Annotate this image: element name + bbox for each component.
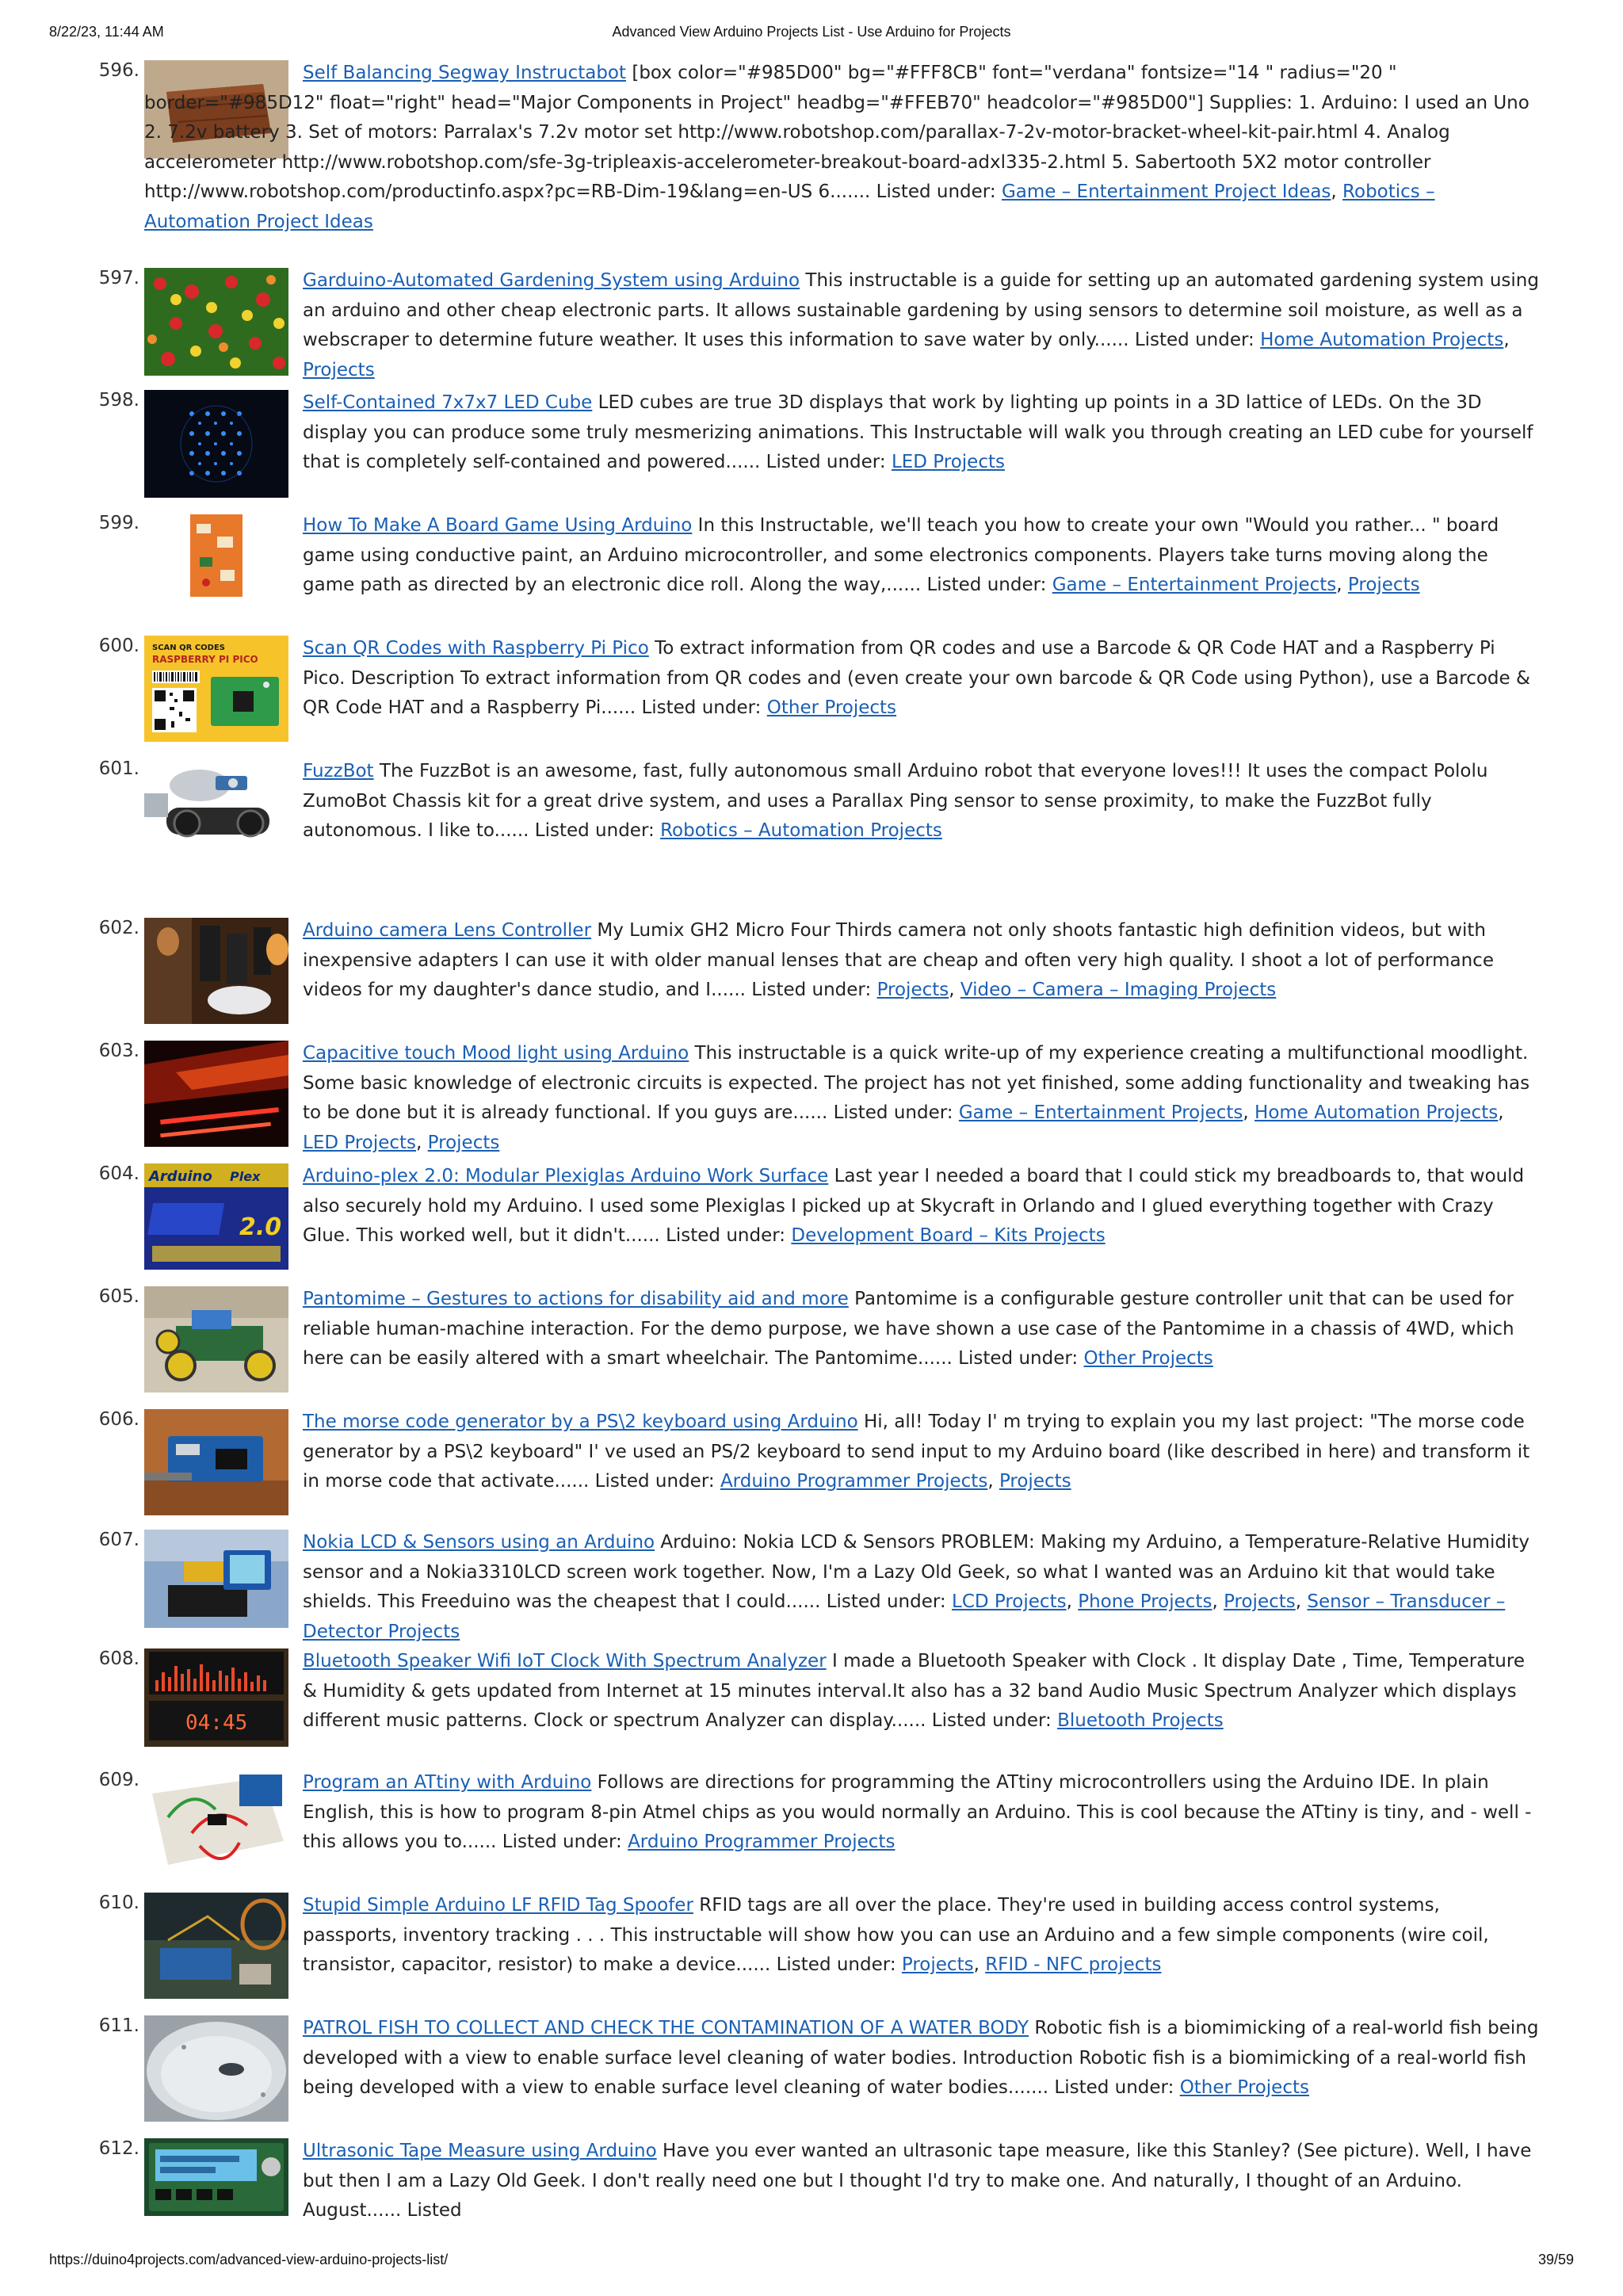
category-link[interactable]: Robotics – Automation Projects: [660, 820, 942, 841]
entry-number: 609.: [98, 1770, 139, 1790]
listed-under-label: Listed under:: [1054, 2077, 1174, 2098]
mood-light-photo-icon: [144, 1041, 288, 1147]
project-description: Robotic fish is a biomimicking of a real-world fish being developed with a view to enable surface level cleaning of water bodies. Introduction Robotic fish is a biomimicking of a real-world fish being developed with a view to enable surface level cleaning of water bodies.......: [303, 2018, 1539, 2098]
entry-number: 596.: [98, 60, 139, 81]
board-game-thumbnail[interactable]: [144, 513, 288, 600]
project-title-link[interactable]: Self-Contained 7x7x7 LED Cube: [303, 392, 593, 413]
robot-car-photo-icon: [144, 1286, 288, 1392]
category-link[interactable]: LED Projects: [303, 1132, 417, 1153]
category-link[interactable]: Game – Entertainment Project Ideas: [1001, 181, 1331, 202]
project-title-link[interactable]: Stupid Simple Arduino LF RFID Tag Spoofer: [303, 1895, 693, 1916]
entry-body: [303, 1162, 1539, 1251]
project-description: Hi, all! Today I' m trying to explain you my last project: "The morse code generator by a PS\2 keyboard" I' ve used an PS/2 keyboard to send input to my Arduino board (like described in here) and transform it in morse code that activate......: [303, 1412, 1530, 1492]
category-link[interactable]: LED Projects: [891, 452, 1005, 472]
arduino-board-photo-icon: [144, 1409, 288, 1515]
project-description: The FuzzBot is an awesome, fast, fully autonomous small Arduino robot that everyone loves!!! It uses the compact Pololu ZumoBot Chassis kit for a great drive system, and uses a Parallax Ping sensor to sense proximity, to make the FuzzBot fully autonomous. I like to......: [303, 761, 1488, 841]
entry-number: 605.: [98, 1286, 139, 1307]
listed-under-label: Listed under:: [926, 575, 1047, 595]
category-link[interactable]: Home Automation Projects: [1254, 1102, 1499, 1123]
category-link[interactable]: Other Projects: [1083, 1348, 1213, 1369]
print-datetime: 8/22/23, 11:44 AM: [49, 24, 164, 40]
listed-under-label: Listed under:: [594, 1471, 715, 1492]
entry-body: Nokia LCD & Sensors using an Arduino Arduino: Nokia LCD & Sensors PROBLEM: Making my Arduino, a Temperature-Relative Humidity sensor and a Nokia3310LCD screen work together. Now, I'm a Lazy Old Geek, so what I wanted was an Arduino kit that would take shields. This Freeduino was the cheapest that I could...... Listed under: LCD Projects, Phone Projects, Projects, Sensor – Transducer – Detector Projects: [303, 1532, 1529, 1642]
project-title-link[interactable]: Capacitive touch Mood light using Arduino: [303, 1043, 689, 1064]
robotic-fish-photo-icon: [144, 2015, 288, 2122]
listed-under-label: Listed under:: [766, 452, 886, 472]
category-link[interactable]: Robotics – Automation Project Ideas: [144, 181, 1435, 232]
entry-number: 612.: [98, 2138, 139, 2159]
project-description: Pantomime is a configurable gesture controller unit that can be used for reliable human-machine interaction. For the demo purpose, we have shown a use case of the Pantomime in a chassis of 4WD, which here can be easily altered with a smart wheelchair. The Pantomime......: [303, 1289, 1514, 1369]
category-link[interactable]: Video – Camera – Imaging Projects: [960, 980, 1277, 1000]
mood-light-thumbnail[interactable]: [144, 1041, 288, 1147]
project-title-link[interactable]: The morse code generator by a PS\2 keyboard using Arduino: [303, 1412, 858, 1432]
entry-body: Arduino camera Lens Controller My Lumix GH2 Micro Four Thirds camera not only shoots fantastic high definition videos, but with inexpensive adapters I can use it with older manual lenses that are cheap and often very high quality. I shoot a lot of performance videos for my daughter's dance studio, and I...... Listed under: Projects, Video – Camera – Imaging Projects: [303, 920, 1494, 1000]
print-page-title: Advanced View Arduino Projects List - Use Arduino for Projects: [612, 24, 1011, 40]
project-title-link[interactable]: Program an ATtiny with Arduino: [303, 1772, 592, 1793]
project-title-link[interactable]: Garduino-Automated Gardening System using Arduino: [303, 270, 800, 291]
camera-lens-photo-icon: [144, 918, 288, 1024]
entry-number: 598.: [98, 390, 139, 411]
listed-under-label: Listed under:: [666, 1225, 786, 1246]
lcd-tape-measure-photo-icon: [144, 2138, 288, 2216]
flower-garden-photo-icon: [144, 268, 288, 376]
robot-photo-icon: [144, 762, 288, 865]
category-link[interactable]: LCD Projects: [952, 1591, 1067, 1612]
category-link[interactable]: Arduino Programmer Projects: [628, 1832, 896, 1852]
spectrum-clock-photo-icon: [144, 1648, 288, 1747]
nokia-lcd-thumbnail[interactable]: [144, 1530, 288, 1628]
rfid-spoofer-photo-icon: [144, 1893, 288, 1999]
led-cube-thumbnail[interactable]: [144, 390, 288, 498]
spectrum-clock-thumbnail[interactable]: [144, 1648, 288, 1747]
listed-under-label: Listed under:: [534, 820, 655, 841]
entry-number: 600.: [98, 636, 139, 656]
category-link[interactable]: Projects: [901, 1954, 974, 1975]
svg-text:04:45: 04:45: [185, 1711, 248, 1735]
nokia-lcd-photo-icon: [144, 1530, 288, 1628]
project-title-link[interactable]: Nokia LCD & Sensors using an Arduino: [303, 1532, 655, 1553]
project-description: To extract information from QR codes and use a Barcode & QR Code HAT and a Raspberry Pi Pico. Description To extract information from QR codes and (even create your own barcode & QR Code using Python), use a Barcode & QR Code HAT and a Raspberry Pi......: [303, 638, 1530, 718]
entry-number: 601.: [98, 758, 139, 779]
category-link[interactable]: Sensor – Transducer – Detector Projects: [303, 1591, 1506, 1642]
svg-text:2.0: 2.0: [239, 1213, 282, 1241]
entry-body: The morse code generator by a PS\2 keyboard using Arduino Hi, all! Today I' m trying to explain you my last project: "The morse code generator by a PS\2 keyboard" I' ve used an PS/2 keyboard to send input to my Arduino board (like described in here) and transform it in morse code that activate...... Listed under: Arduino Programmer Projects, Projects: [303, 1412, 1530, 1492]
rfid-spoofer-thumbnail[interactable]: [144, 1893, 288, 1999]
project-title-link[interactable]: Ultrasonic Tape Measure using Arduino: [303, 2141, 657, 2161]
print-page-number: 39/59: [1537, 2252, 1574, 2267]
entry-body: Stupid Simple Arduino LF RFID Tag Spoofer RFID tags are all over the place. They're used in building access control systems, passports, inventory tracking . . . This instructable will show how you can use an Arduino and a few simple components (wire coil, transistor, capacitor, resistor) to make a device...... Listed under: Projects, RFID - NFC projects: [303, 1895, 1489, 1975]
breadboard-thumbnail[interactable]: [144, 1770, 288, 1876]
category-link[interactable]: Projects: [999, 1471, 1071, 1492]
print-footer: [0, 2252, 1623, 2275]
project-description: Have you ever wanted an ultrasonic tape measure, like this Stanley? (See picture). Well, I have but then I am a Lazy Old Geek. I don't really need one but I thought I'd try to make one. And naturally, I thought of an Arduino. August...... Listed: [303, 2141, 1532, 2221]
board-game-photo-icon: [144, 513, 288, 600]
category-link[interactable]: Phone Projects: [1078, 1591, 1212, 1612]
category-link[interactable]: Game – Entertainment Projects: [1052, 575, 1337, 595]
entry-number: 602.: [98, 918, 139, 938]
project-description: I made a Bluetooth Speaker with Clock . It display Date , Time, Temperature & Humidity & gets updated from Internet at 15 minutes interval.It also has a 32 band Audio Music Spectrum Analyzer which displays different music patterns. Clock or spectrum Analyzer can display......: [303, 1651, 1525, 1731]
project-description: [box color="#985D00" bg="#FFF8CB" font="verdana" fontsize="14 " radius="20 " border="#985D12" float="right" head="Major Components in Project" headbg="#FFEB70" headcolor="#985D00"] Supplies: 1. Arduino: I used an Uno 2. 7.2v battery 3. Set of motors: Parralax's 7.2v motor set http://www.robotshop.com/parallax-7-2v-motor-bracket-wheel-kit-pair.html 4. Analog accelerometer http://www.robotshop.com/sfe-3g-tripleaxis-accelerometer-breakout-board-adxl335-2.html 5. Sabertooth 5X2 motor controller http://www.robotshop.com/productinfo.aspx?pc=RB-Dim-19&lang=en-US 6.......: [144, 63, 1529, 202]
project-description: LED cubes are true 3D displays that work by lighting up points in a 3D lattice of LEDs. On the 3D display you can produce some truly mesmerizing animations. This Instructable will walk you through creating an LED cube for yourself that is completely self-contained and powered......: [303, 392, 1533, 472]
entry-body: How To Make A Board Game Using Arduino In this Instructable, we'll teach you how to create your own "Would you rather... " board game using conductive paint, an Arduino microcontroller, and some electronics components. Players take turns moving along the game path as directed by an electronic dice roll. Along the way,...... Listed under: Game – Entertainment Projects, Projects: [303, 515, 1499, 595]
entry-body: [303, 634, 1539, 724]
project-description: Last year I needed a board that I could stick my breadboards to, that would also securely hold my Arduino. I used some Plexiglas I picked up at Skycraft in Orlando and I glued everything together with Crazy Glue. This worked well, but it didn't......: [303, 1166, 1525, 1246]
entry-body: [303, 1647, 1539, 1736]
arduino-plex-photo-icon: [144, 1163, 288, 1270]
project-title-link[interactable]: FuzzBot: [303, 761, 374, 781]
project-description: This instructable is a guide for setting up an automated gardening system using an arduino and other cheap electronic parts. It allows sustainable gardening by using sensors to determine soil moisture, as well as a webscraper to determine future weather. It uses this information to save water by only......: [303, 270, 1539, 350]
entry-body: Garduino-Automated Gardening System using Arduino This instructable is a guide for setting up an automated gardening system using an arduino and other cheap electronic parts. It allows sustainable gardening by using sensors to determine soil moisture, as well as a webscraper to determine future weather. It uses this information to save water by only...... Listed under: Home Automation Projects, Projects: [303, 270, 1539, 380]
category-link[interactable]: RFID - NFC projects: [985, 1954, 1162, 1975]
category-link[interactable]: Projects: [876, 980, 949, 1000]
entry-body: Self Balancing Segway Instructabot [box color="#985D00" bg="#FFF8CB" font="verdana" fontsize="14 " radius="20 " border="#985D12" float="right" head="Major Components in Project" headbg="#FFEB70" headcolor="#985D00"] Supplies: 1. Arduino: I used an Uno 2. 7.2v battery 3. Set of motors: Parralax's 7.2v motor set http://www.robotshop.com/parallax-7-2v-motor-bracket-wheel-kit-pair.html 4. Analog accelerometer http://www.robotshop.com/sfe-3g-tripleaxis-accelerometer-breakout-board-adxl335-2.html 5. Sabertooth 5X2 motor controller http://www.robotshop.com/productinfo.aspx?pc=RB-Dim-19&lang=en-US 6....... Listed under: Game – Entertainment Project Ideas, Robotics – Automation Project Ideas: [144, 63, 1529, 232]
camera-lens-thumbnail[interactable]: [144, 918, 288, 1024]
project-description: This instructable is a quick write-up of my experience creating a multifunctional moodlight. Some basic knowledge of electronic circuits is expected. The project has not yet finished, some adding functionality and tweaking has to be done but it is already functional. If you guys are......: [303, 1043, 1530, 1123]
qr-code-pico-photo-icon: [144, 636, 288, 742]
project-description: Follows are directions for programming the ATtiny microcontrollers using the Arduino IDE. In plain English, this is how to program 8-pin Atmel chips as you would normally an Arduino. This is cool because the ATtiny is tiny, and - well - this allows you to......: [303, 1772, 1532, 1852]
entry-number: 607.: [98, 1530, 139, 1550]
robot-car-thumbnail[interactable]: [144, 1286, 288, 1392]
print-url: https://duino4projects.com/advanced-view-arduino-projects-list/: [49, 2252, 449, 2267]
category-link[interactable]: Bluetooth Projects: [1057, 1710, 1224, 1731]
entry-body: [303, 2014, 1539, 2103]
project-description: My Lumix GH2 Micro Four Thirds camera not only shoots fantastic high definition videos, but with inexpensive adapters I can use it with older manual lenses that are cheap and often very high quality. I shoot a lot of performance videos for my daughter's dance studio, and I......: [303, 920, 1494, 1000]
project-description: In this Instructable, we'll teach you how to create your own "Would you rather... " board game using conductive paint, an Arduino microcontroller, and some electronics components. Players take turns moving along the game path as directed by an electronic dice roll. Along the way,......: [303, 515, 1499, 595]
flower-garden-thumbnail[interactable]: [144, 268, 288, 376]
project-title-link[interactable]: Arduino-plex 2.0: Modular Plexiglas Arduino Work Surface: [303, 1166, 829, 1186]
entry-body: Capacitive touch Mood light using Arduino This instructable is a quick write-up of my experience creating a multifunctional moodlight. Some basic knowledge of electronic circuits is expected. The project has not yet finished, some adding functionality and tweaking has to be done but it is already functional. If you guys are...... Listed under: Game – Entertainment Projects, Home Automation Projects, LED Projects, Projects: [303, 1043, 1530, 1153]
lcd-tape-measure-thumbnail[interactable]: [144, 2138, 288, 2216]
category-link[interactable]: Projects: [1347, 575, 1420, 595]
svg-text:SCAN QR CODES: SCAN QR CODES: [152, 644, 225, 652]
project-title-link[interactable]: Bluetooth Speaker Wifi IoT Clock With Spectrum Analyzer: [303, 1651, 827, 1671]
listed-under-label: Listed under:: [958, 1348, 1079, 1369]
project-title-link[interactable]: Pantomime – Gestures to actions for disability aid and more: [303, 1289, 849, 1309]
entry-body: [303, 757, 1539, 846]
entry-body: [303, 1768, 1539, 1858]
entry-number: 610.: [98, 1893, 139, 1913]
project-title-link[interactable]: Self Balancing Segway Instructabot: [303, 63, 627, 83]
category-link[interactable]: Projects: [1224, 1591, 1296, 1612]
project-title-link[interactable]: PATROL FISH TO COLLECT AND CHECK THE CONTAMINATION OF A WATER BODY: [303, 2018, 1029, 2038]
project-title-link[interactable]: Scan QR Codes with Raspberry Pi Pico: [303, 638, 649, 659]
listed-under-label: Listed under:: [641, 697, 762, 718]
category-link[interactable]: Home Automation Projects: [1260, 330, 1504, 350]
entry-number: 603.: [98, 1041, 139, 1061]
category-link[interactable]: Projects: [303, 359, 375, 380]
listed-under-label: Listed under:: [776, 1954, 896, 1975]
project-description: RFID tags are all over the place. They're used in building access control systems, passports, inventory tracking . . . This instructable will show how you can use an Arduino and a few simple components (wire coil, transistor, capacitor, resistor) to make a device......: [303, 1895, 1489, 1975]
entry-number: 604.: [98, 1163, 139, 1184]
entry-number: 608.: [98, 1648, 139, 1669]
arduino-plex-thumbnail[interactable]: [144, 1163, 288, 1270]
entry-body: [303, 1285, 1539, 1374]
listed-under-label: Listed under:: [833, 1102, 953, 1123]
project-title-link[interactable]: How To Make A Board Game Using Arduino: [303, 515, 693, 536]
svg-text:Plex: Plex: [230, 1169, 261, 1184]
listed-under-label: Listed under:: [826, 1591, 946, 1612]
listed-under-label: Listed under:: [931, 1710, 1052, 1731]
category-link[interactable]: Other Projects: [766, 697, 897, 718]
entry-number: 611.: [98, 2015, 139, 2036]
entry-body: [303, 2137, 1539, 2226]
category-link[interactable]: Arduino Programmer Projects: [720, 1471, 988, 1492]
breadboard-photo-icon: [144, 1770, 288, 1876]
listed-under-label: Listed under:: [876, 181, 996, 202]
entry-number: 599.: [98, 513, 139, 533]
project-title-link[interactable]: Arduino camera Lens Controller: [303, 920, 592, 941]
project-description: Arduino: Nokia LCD & Sensors PROBLEM: Making my Arduino, a Temperature-Relative Humidity sensor and a Nokia3310LCD screen work together. Now, I'm a Lazy Old Geek, so what I wanted was an Arduino kit that would take shields. This Freeduino was the cheapest that I could......: [303, 1532, 1529, 1612]
listed-under-label: Listed under:: [751, 980, 872, 1000]
arduino-board-thumbnail[interactable]: [144, 1409, 288, 1515]
category-link[interactable]: Game – Entertainment Projects: [958, 1102, 1243, 1123]
svg-text:Arduino: Arduino: [149, 1168, 212, 1185]
entry-number: 606.: [98, 1409, 139, 1430]
robotic-fish-thumbnail[interactable]: [144, 2015, 288, 2122]
svg-text:RASPBERRY PI PICO: RASPBERRY PI PICO: [152, 654, 258, 665]
robot-thumbnail[interactable]: [144, 762, 288, 865]
category-link[interactable]: Development Board – Kits Projects: [791, 1225, 1106, 1246]
category-link[interactable]: Other Projects: [1179, 2077, 1309, 2098]
qr-code-pico-thumbnail[interactable]: [144, 636, 288, 742]
listed-under-label: Listed under:: [502, 1832, 622, 1852]
entry-number: 597.: [98, 268, 139, 288]
led-cube-photo-icon: [144, 390, 288, 498]
listed-under-label: Listed under:: [1134, 330, 1254, 350]
entry-body: [303, 388, 1539, 478]
category-link[interactable]: Projects: [427, 1132, 500, 1153]
